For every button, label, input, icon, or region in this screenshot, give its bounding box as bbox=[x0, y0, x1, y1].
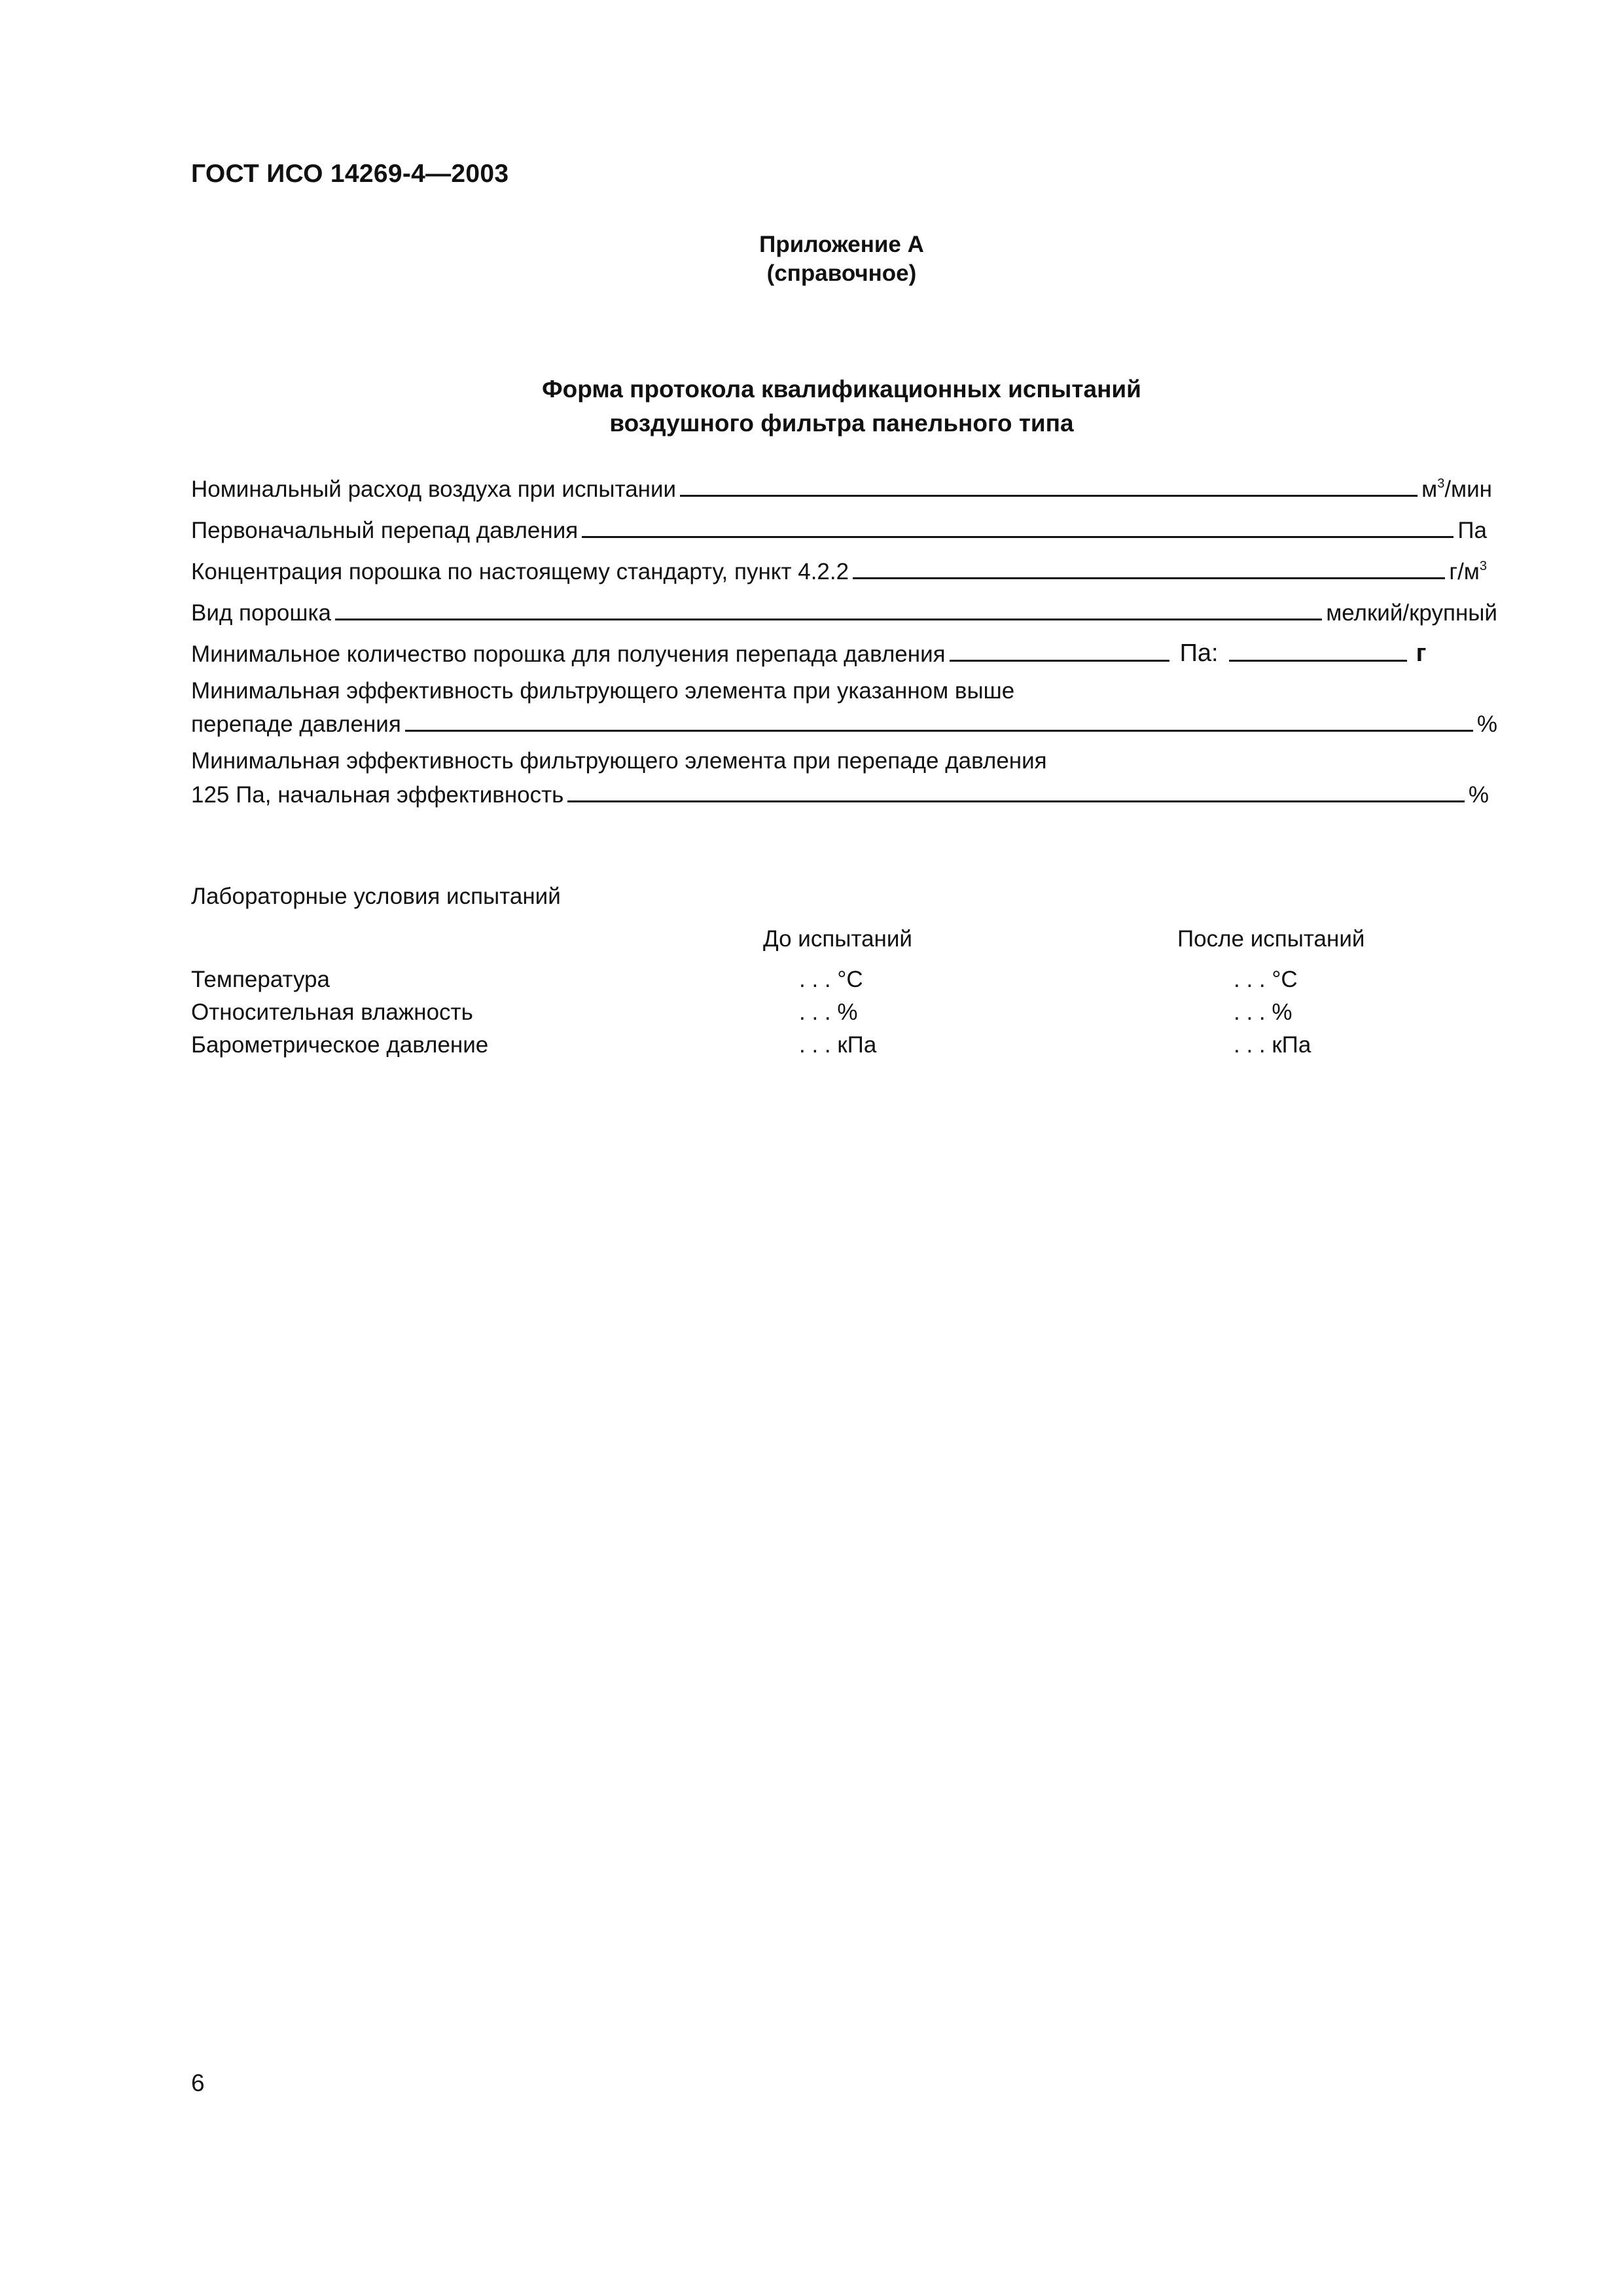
page-number: 6 bbox=[191, 2070, 205, 2096]
field-dust-type-blank[interactable] bbox=[335, 619, 1322, 620]
field-min-eff-stated-label-line2: перепаде давления bbox=[191, 711, 401, 737]
field-min-eff-125 bbox=[191, 776, 1489, 808]
form-title-line2: воздушного фильтра панельного типа bbox=[609, 410, 1074, 437]
annex-type: (справочное) bbox=[766, 260, 917, 286]
field-dust-type bbox=[191, 594, 1497, 626]
field-min-dust-mid-unit: Па: bbox=[1179, 639, 1219, 667]
field-dust-concentration-label: Концентрация порошка по настоящему стандарту, пункт 4.2.2 bbox=[191, 559, 849, 584]
lab-conditions-title: Лабораторные условия испытаний bbox=[191, 884, 561, 909]
annex-title: Приложение А bbox=[759, 232, 924, 257]
field-min-eff-stated bbox=[191, 705, 1497, 738]
field-dust-type-unit: мелкий/крупный bbox=[1326, 600, 1497, 626]
lab-row-after: . . . °С bbox=[1234, 967, 1298, 992]
field-dust-type-label: Вид порошка bbox=[191, 600, 332, 626]
field-dust-concentration-unit: $г/м^3$ bbox=[1449, 559, 1487, 584]
field-initial-pressure-unit: Па bbox=[1457, 518, 1487, 543]
field-min-dust-label: Минимальное количество порошка для получения перепада давления bbox=[191, 641, 946, 667]
field-min-eff-125-label-line1: Минимальная эффективность фильтрующего элемента при перепаде давления bbox=[191, 748, 1047, 774]
field-min-eff-stated-unit: % bbox=[1476, 711, 1497, 737]
field-dust-concentration bbox=[191, 552, 1487, 585]
field-airflow-label: Номинальный расход воздуха при испытании bbox=[191, 476, 677, 502]
field-min-eff-stated-blank[interactable] bbox=[405, 730, 1473, 732]
lab-row-before: . . . кПа bbox=[799, 1032, 877, 1058]
field-airflow bbox=[191, 470, 1492, 503]
field-airflow-blank[interactable] bbox=[680, 495, 1418, 497]
field-min-eff-stated-label-line1: Минимальная эффективность фильтрующего элемента при указанном выше bbox=[191, 678, 1015, 704]
lab-row-label: Относительная влажность bbox=[191, 999, 473, 1025]
field-min-eff-125-unit: % bbox=[1468, 782, 1489, 808]
field-airflow-unit: $м^3$/мин bbox=[1421, 476, 1492, 502]
field-min-dust-pressure-blank[interactable] bbox=[950, 660, 1169, 662]
col-after-header: После испытаний bbox=[1177, 926, 1365, 952]
field-min-eff-125-blank[interactable] bbox=[567, 800, 1464, 802]
col-before-header: До испытаний bbox=[763, 926, 912, 952]
field-initial-pressure-label: Первоначальный перепад давления bbox=[191, 518, 579, 543]
form-title-line1: Форма протокола квалификационных испытаний bbox=[542, 376, 1141, 403]
lab-row-label: Барометрическое давление bbox=[191, 1032, 489, 1058]
field-initial-pressure bbox=[191, 511, 1487, 544]
field-min-dust bbox=[191, 635, 1484, 668]
field-min-dust-mass-blank[interactable] bbox=[1229, 660, 1407, 662]
field-dust-concentration-blank[interactable] bbox=[853, 577, 1445, 579]
document-header: ГОСТ ИСО 14269-4—2003 bbox=[191, 160, 509, 188]
lab-row-label: Температура bbox=[191, 967, 330, 992]
lab-row-after: . . . кПа bbox=[1234, 1032, 1311, 1058]
lab-row-before: . . . % bbox=[799, 999, 858, 1025]
lab-row-after: . . . % bbox=[1234, 999, 1293, 1025]
field-min-eff-125-label-line2: 125 Па, начальная эффективность bbox=[191, 782, 564, 808]
field-min-dust-unit: г bbox=[1416, 639, 1427, 667]
lab-row-before: . . . °С bbox=[799, 967, 863, 992]
field-initial-pressure-blank[interactable] bbox=[582, 536, 1454, 538]
